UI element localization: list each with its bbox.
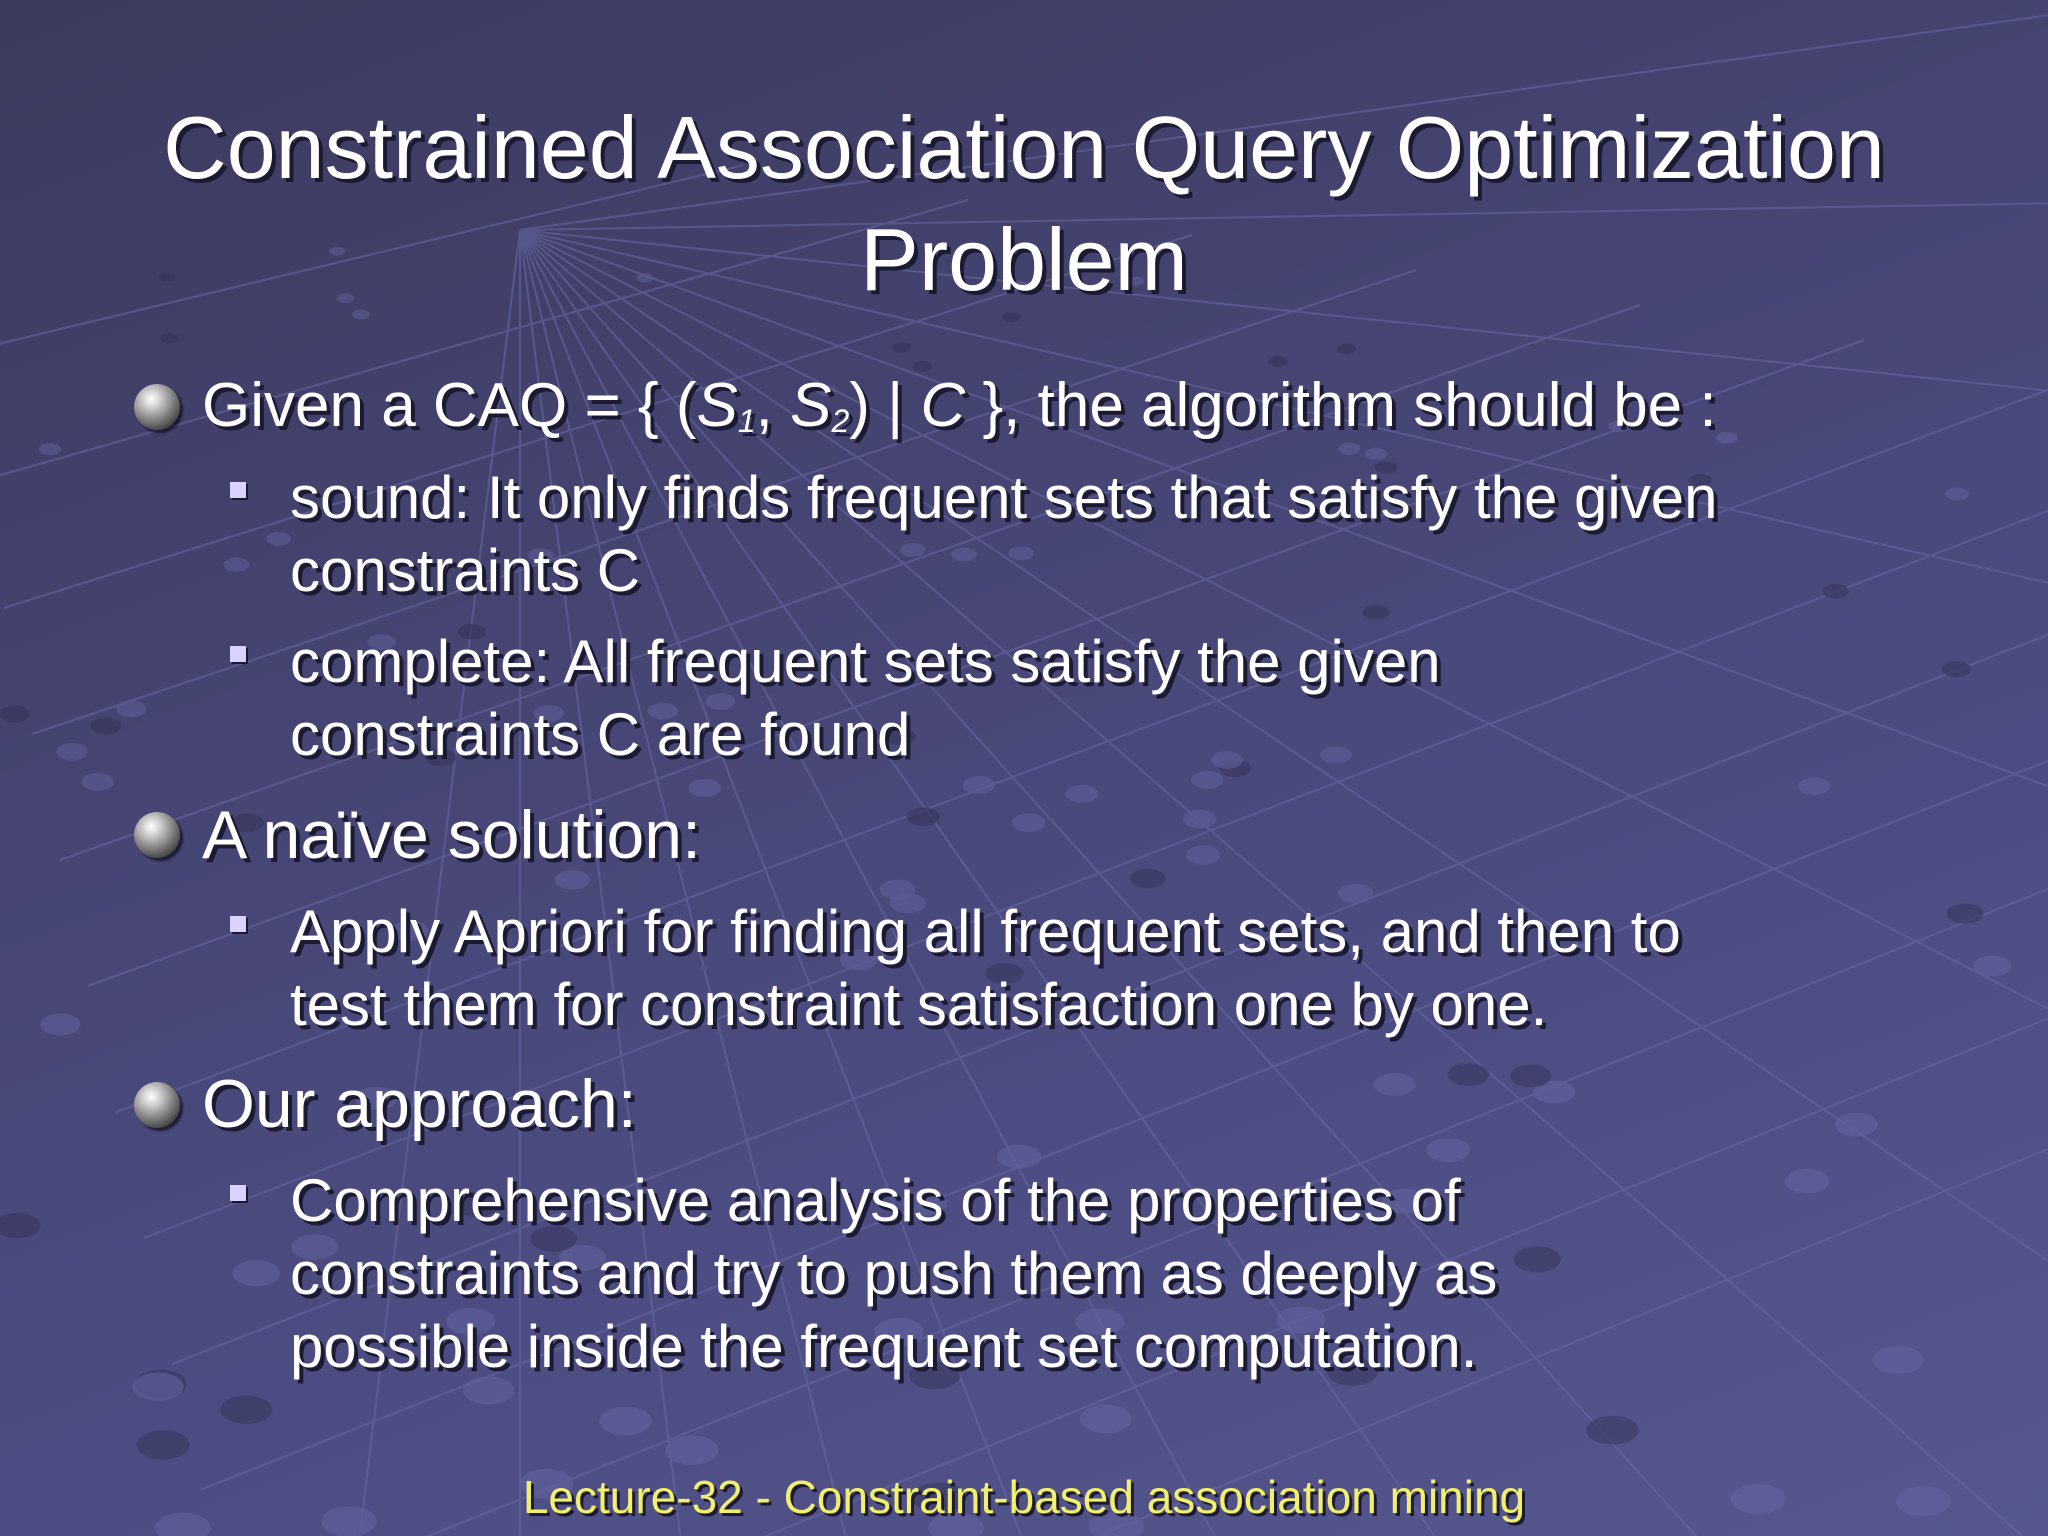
sphere-bullet-icon bbox=[134, 384, 180, 430]
sub-bullet-line: Apply Apriori for finding all frequent sets, and then to bbox=[290, 898, 1681, 965]
sub-bullet-complete bbox=[290, 625, 1441, 771]
subscript-2: 2 bbox=[831, 403, 850, 439]
comma: , bbox=[755, 371, 791, 440]
square-bullet-icon bbox=[230, 646, 246, 662]
title-line-2: Problem bbox=[860, 210, 1188, 309]
slide-footer: Lecture-32 - Constraint-based association mining bbox=[522, 1471, 1526, 1523]
slide-title bbox=[100, 92, 1948, 316]
sub-bullet-sound bbox=[290, 461, 1718, 607]
square-bullet-icon bbox=[230, 482, 246, 498]
set-s2 bbox=[790, 371, 849, 440]
sub-bullet-line: constraints C are found bbox=[290, 701, 911, 768]
set-symbol: S bbox=[790, 371, 832, 440]
set-s1 bbox=[697, 371, 756, 440]
set-symbol: S bbox=[696, 371, 738, 440]
sub-bullet-line: possible inside the frequent set computation. bbox=[290, 1313, 1478, 1380]
title-line-1: Constrained Association Query Optimization bbox=[163, 98, 1885, 197]
square-bullet-icon bbox=[230, 916, 246, 932]
separator: ) | bbox=[849, 371, 921, 440]
bullet-naive-solution: A naïve solution: bbox=[202, 797, 702, 873]
constraint-symbol: C bbox=[920, 371, 966, 440]
sub-bullet-line: complete: All frequent sets satisfy the given bbox=[290, 628, 1441, 695]
sphere-bullet-icon bbox=[134, 812, 180, 858]
subscript-1: 1 bbox=[737, 403, 756, 439]
sub-bullet-apriori bbox=[290, 895, 1681, 1041]
bullet-text-end: }, the algorithm should be : bbox=[965, 371, 1717, 440]
bullet-our-approach: Our approach: bbox=[202, 1066, 637, 1142]
sub-bullet-line: constraints and try to push them as deeply as bbox=[290, 1240, 1498, 1307]
sub-bullet-line: sound: It only finds frequent sets that satisfy the given bbox=[290, 464, 1718, 531]
square-bullet-icon bbox=[230, 1185, 246, 1201]
bullet-text: Given a CAQ = { ( bbox=[202, 371, 697, 440]
sub-bullet-line: test them for constraint satisfaction one by one. bbox=[290, 971, 1548, 1038]
bullet-caq-definition bbox=[202, 366, 1717, 461]
sphere-bullet-icon bbox=[134, 1082, 180, 1128]
sub-bullet-line: Comprehensive analysis of the properties of bbox=[290, 1167, 1461, 1234]
sub-bullet-comprehensive bbox=[290, 1164, 1497, 1383]
sub-bullet-line: constraints C bbox=[290, 537, 641, 604]
